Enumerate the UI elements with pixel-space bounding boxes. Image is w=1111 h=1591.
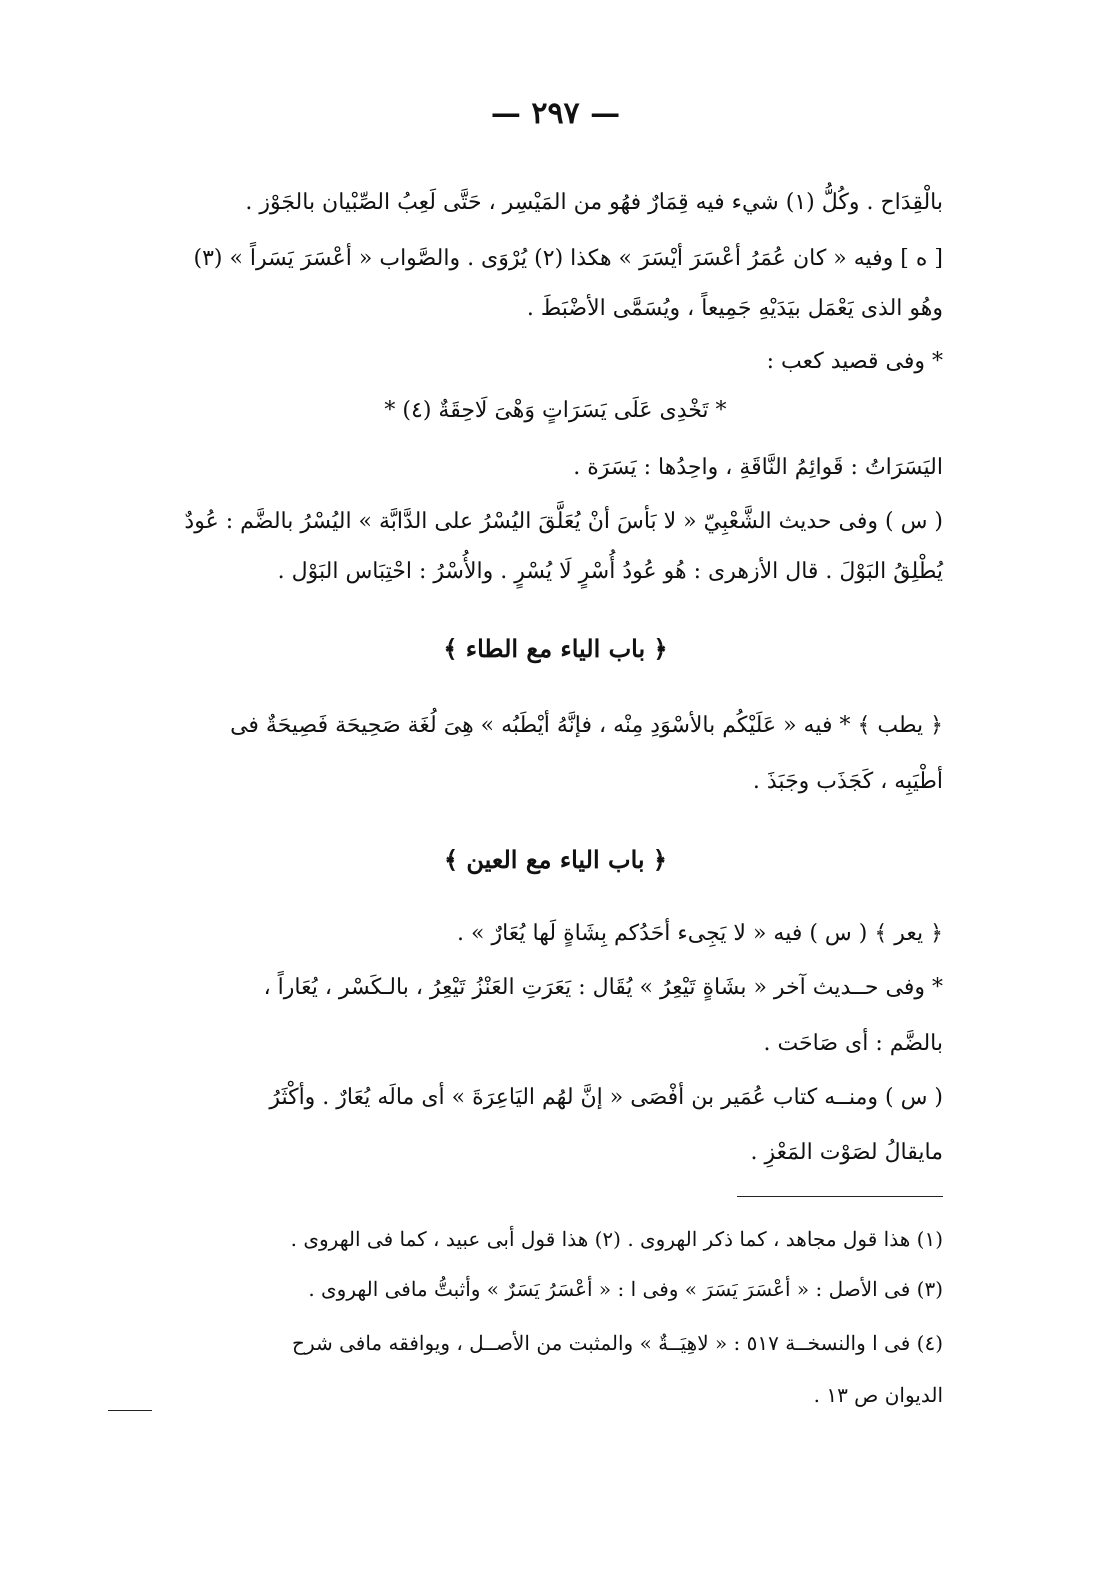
text-line: * وفى قصيد كعب : (766, 349, 943, 374)
text-line: بالضَّم : أى صَاحَت . (763, 1031, 943, 1056)
text-line: ( س ) ومنــه كتاب عُمَير بن أفْصَى « إنَّ لهُم اليَاعِرَةَ » أى مالَه يُعَارٌ . وأكْثَرُ (269, 1085, 943, 1110)
text-line: وهُو الذى يَعْمَل بيَدَيْهِ جَمِيعاً ، ويُسَمَّى الأضْبَطَ . (526, 296, 943, 321)
text-line: مايقالُ لصَوْت المَعْزِ . (750, 1140, 943, 1165)
verse-line: * تَخْدِى عَلَى يَسَرَاتٍ وَهْىَ لَاحِقَةٌ (٤) * (384, 398, 727, 423)
text-line: [ ه ] وفيه « كان عُمَرُ أعْسَرَ أيْسَرَ » هكذا (٢) يُرْوَى . والصَّواب « أعْسَرَ يَسَراً » (٣) (193, 246, 943, 271)
section-heading: ﴿ باب الياء مع العين ﴾ (443, 845, 667, 874)
footnote: (١) هذا قول مجاهد ، كما ذكر الهروى . (٢) هذا قول أبى عبيد ، كما فى الهروى . (290, 1227, 943, 1251)
text-line: أطْيَبِه ، كَجَذَب وجَبَذَ . (752, 769, 943, 794)
page-end-rule (108, 1410, 152, 1411)
footnote: (٣) فى الأصل : « أعْسَرَ يَسَرَ » وفى ا : « أعْسَرُ يَسَرٌ » وأثبتُّ مافى الهروى . (308, 1277, 943, 1301)
text-line: ﴿ يطب ﴾ * فيه « عَلَيْكُم بالأسْوَدِ مِنْه ، فإنَّهُ أيْطَبُه » هِىَ لُغَة صَحِيحَة فَصِيحَةٌ فى (230, 713, 943, 738)
text-line: بالْقِدَاح . وكُلُّ (١) شيء فيه قِمَارٌ فهُو من المَيْسِر ، حَتَّى لَعِبُ الصِّبْيان بالجَوْز . (245, 190, 943, 215)
text-line: ﴿ يعر ﴾ ( س ) فيه « لا يَجِىء أحَدُكم بِشَاةٍ لَها يُعَارٌ » . (457, 921, 943, 946)
text-line: اليَسَرَاتُ : قَوائِمُ النَّاقَةِ ، واحِدُها : يَسَرَة . (573, 455, 943, 480)
text-line: يُطْلِقُ البَوْلَ . قال الأزهرى : هُو عُودُ أُسْرٍ لَا يُسْرٍ . والأُسْرُ : احْتِبَاس البَوْل . (277, 559, 943, 584)
footnote-separator (737, 1196, 943, 1197)
page-number: — ٢٩٧ — (490, 96, 621, 131)
text-line: * وفى حــديث آخر « بشَاةٍ تَيْعِرُ » يُقَال : يَعَرَتِ العَنْزُ تَيْعِرُ ، بالـكَسْر ، يُعَاراً ، (263, 975, 943, 1000)
text-line: ( س ) وفى حديث الشَّعْبِيّ « لا بَأسَ أنْ يُعَلَّقَ اليُسْرُ على الدَّابَّة » اليُسْرُ بالضَّم : عُودٌ (184, 509, 943, 534)
section-heading: ﴿ باب الياء مع الطاء ﴾ (443, 634, 668, 663)
footnote: الديوان ص ١٣ . (813, 1383, 943, 1407)
footnote: (٤) فى ا والنسخــة ٥١٧ : « لاهِيَــةٌ » والمثبت من الأصــل ، ويوافقه مافى شرح (292, 1331, 943, 1355)
